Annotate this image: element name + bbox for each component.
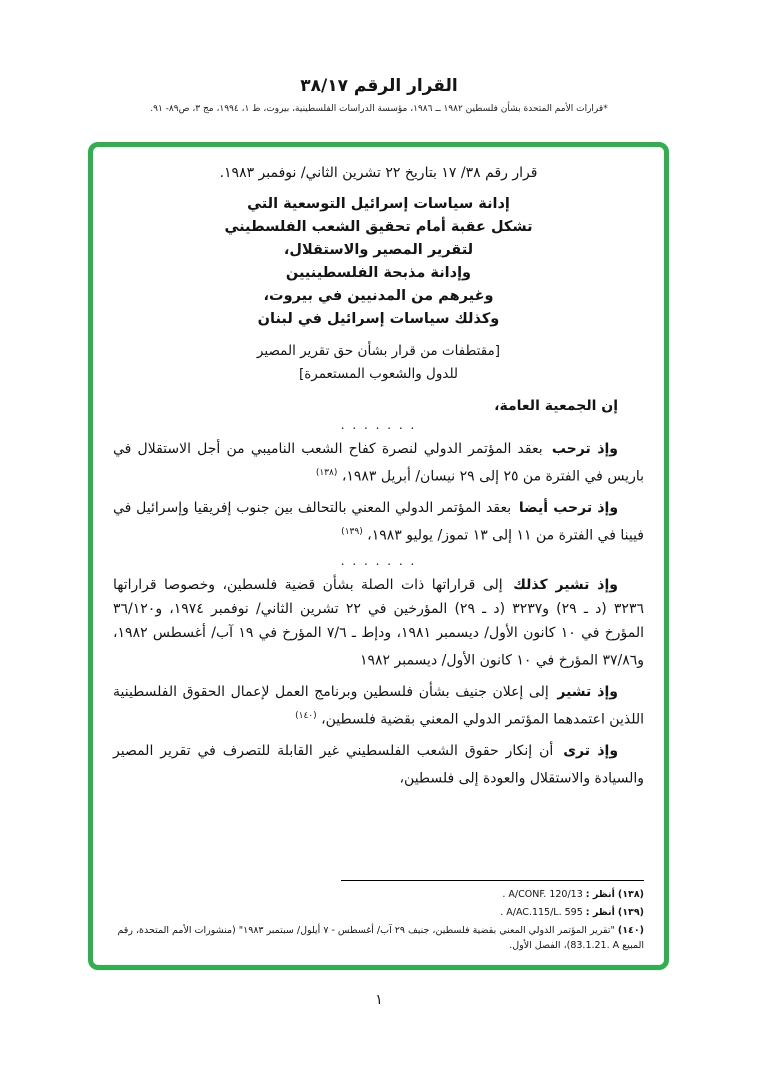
paragraph [113, 573, 644, 673]
paragraph-lead: وإذ ترى [563, 742, 619, 759]
opening-phrase: إن الجمعية العامة، [494, 398, 618, 414]
footnote-marker: (١٤٠) [617, 925, 644, 936]
source-citation: *قرارات الأمم المتحدة بشأن فلسطين ١٩٨٢ ــ ١٩٨٦، مؤسسة الدراسات الفلسطينية، بيروت، ط ١، ١٩٩٤، مج ٣، ص٨٩- ٩١. [150, 104, 608, 114]
footnote-label: أنظر : [585, 907, 615, 918]
footnote-reference: (١٤٠) [295, 710, 317, 721]
paragraph-lead: وإذ ترحب أيضا [518, 499, 619, 516]
footnote-reference: (١٣٨) [315, 468, 338, 478]
resolution-title-line: إدانة سياسات إسرائيل التوسعية التي [247, 196, 510, 212]
ellipsis-row: . . . . . . . [340, 554, 417, 569]
paragraph-lead: وإذ ترحب [551, 441, 619, 457]
paragraph-text: بعقد المؤتمر الدولي لنصرة كفاح الشعب الناميبي من أجل الاستقلال في باريس في الفترة من ٢٥ إلى ٢٩ نيسان/ أبريل ١٩٨٣، [113, 441, 644, 485]
paragraph [113, 437, 644, 489]
footnote-marker: (١٣٨) [617, 889, 644, 900]
resolution-subtitle-line: [مقتطفات من قرار بشأن حق تقرير المصير [256, 343, 501, 359]
footnote-divider [341, 880, 644, 881]
resolution-heading: قرار رقم ٣٨/ ١٧ بتاريخ ٢٢ تشرين الثاني/ نوفمبر ١٩٨٣. [219, 165, 538, 181]
resolution-title-line: وكذلك سياسات إسرائيل في لبنان [257, 311, 500, 327]
resolution-title-line: تشكل عقبة أمام تحقيق الشعب الفلسطيني [224, 219, 533, 235]
paragraph [113, 680, 644, 732]
paragraph-lead: وإذ تشير [557, 683, 618, 700]
footnote-reference: (١٣٩) [341, 526, 363, 537]
footnote-marker: (١٣٩) [617, 907, 644, 918]
paragraph-text: إلى إعلان جنيف بشأن فلسطين وبرنامج العمل لإعمال الحقوق الفلسطينية اللذين اعتمدهما المؤتمر الدولي المعني بقضية فلسطين، [113, 683, 644, 728]
footnote [113, 887, 644, 902]
footnote-label: أنظر : [585, 889, 615, 900]
ellipsis-row: . . . . . . . [340, 418, 417, 432]
resolution-title-line: وإدانة مذبحة الفلسطينيين [285, 265, 472, 281]
footnote-text: A/AC.115/L. 595 . [500, 907, 583, 918]
paragraph [113, 739, 644, 791]
page-number: ١ [375, 992, 383, 1008]
resolution-frame [88, 142, 669, 970]
footnote [113, 905, 644, 920]
document-header [0, 76, 758, 114]
paragraph-lead: وإذ تشير كذلك [513, 577, 618, 594]
footnotes-section [113, 880, 644, 956]
paragraph-text: إلى قراراتها ذات الصلة بشأن قضية فلسطين، وخصوصا قراراتها ٣٢٣٦ (د ـ ٢٩) و٣٢٣٧ (د ـ ٢٩) المؤرخين في ٢٢ تشرين الثاني/ نوفمبر ١٩٧٤، و٣٦/١٢٠ المؤرخ في ١٠ كانون الأول/ ديسمبر ١٩٨١، ودإط ـ ٧/٦ المؤرخ في ١٩ آب/ أغسطس ١٩٨٢، و٣٧/٨٦ المؤرخ في ١٠ كانون الأول/ ديسمبر ١٩٨٢ [113, 577, 645, 669]
resolution-subtitle-line: للدول والشعوب المستعمرة] [298, 366, 459, 382]
resolution-title-line: لتقرير المصير والاستقلال، [283, 242, 474, 258]
footnote [113, 923, 644, 953]
resolution-subtitle [113, 340, 644, 386]
page-title: القرار الرقم ٣٨/١٧ [300, 76, 458, 96]
paragraph [113, 496, 644, 548]
resolution-title-line: وغيرهم من المدنيين في بيروت، [263, 288, 494, 304]
paragraph-text: بعقد المؤتمر الدولي المعني بالتحالف بين جنوب إفريقيا وإسرائيل في فيينا في الفترة من ١١ إلى ١٣ تموز/ يوليو ١٩٨٣، [113, 499, 644, 544]
footnote-text: "تقرير المؤتمر الدولي المعني بقضية فلسطين، جنيف ٢٩ آب/ أغسطس - ٧ أيلول/ سبتمبر ١٩٨٣" (منشورات الأمم المتحدة، رقم المبيع A‏ .83.1.21)، الفصل الأول. [117, 925, 644, 951]
paragraph-text: أن إنكار حقوق الشعب الفلسطيني غير القابلة للتصرف في تقرير المصير والسيادة والاستقلال والعودة إلى فلسطين، [113, 742, 644, 787]
resolution-title [113, 193, 644, 331]
footnote-text: A/CONF. 120/13 . [502, 889, 583, 900]
